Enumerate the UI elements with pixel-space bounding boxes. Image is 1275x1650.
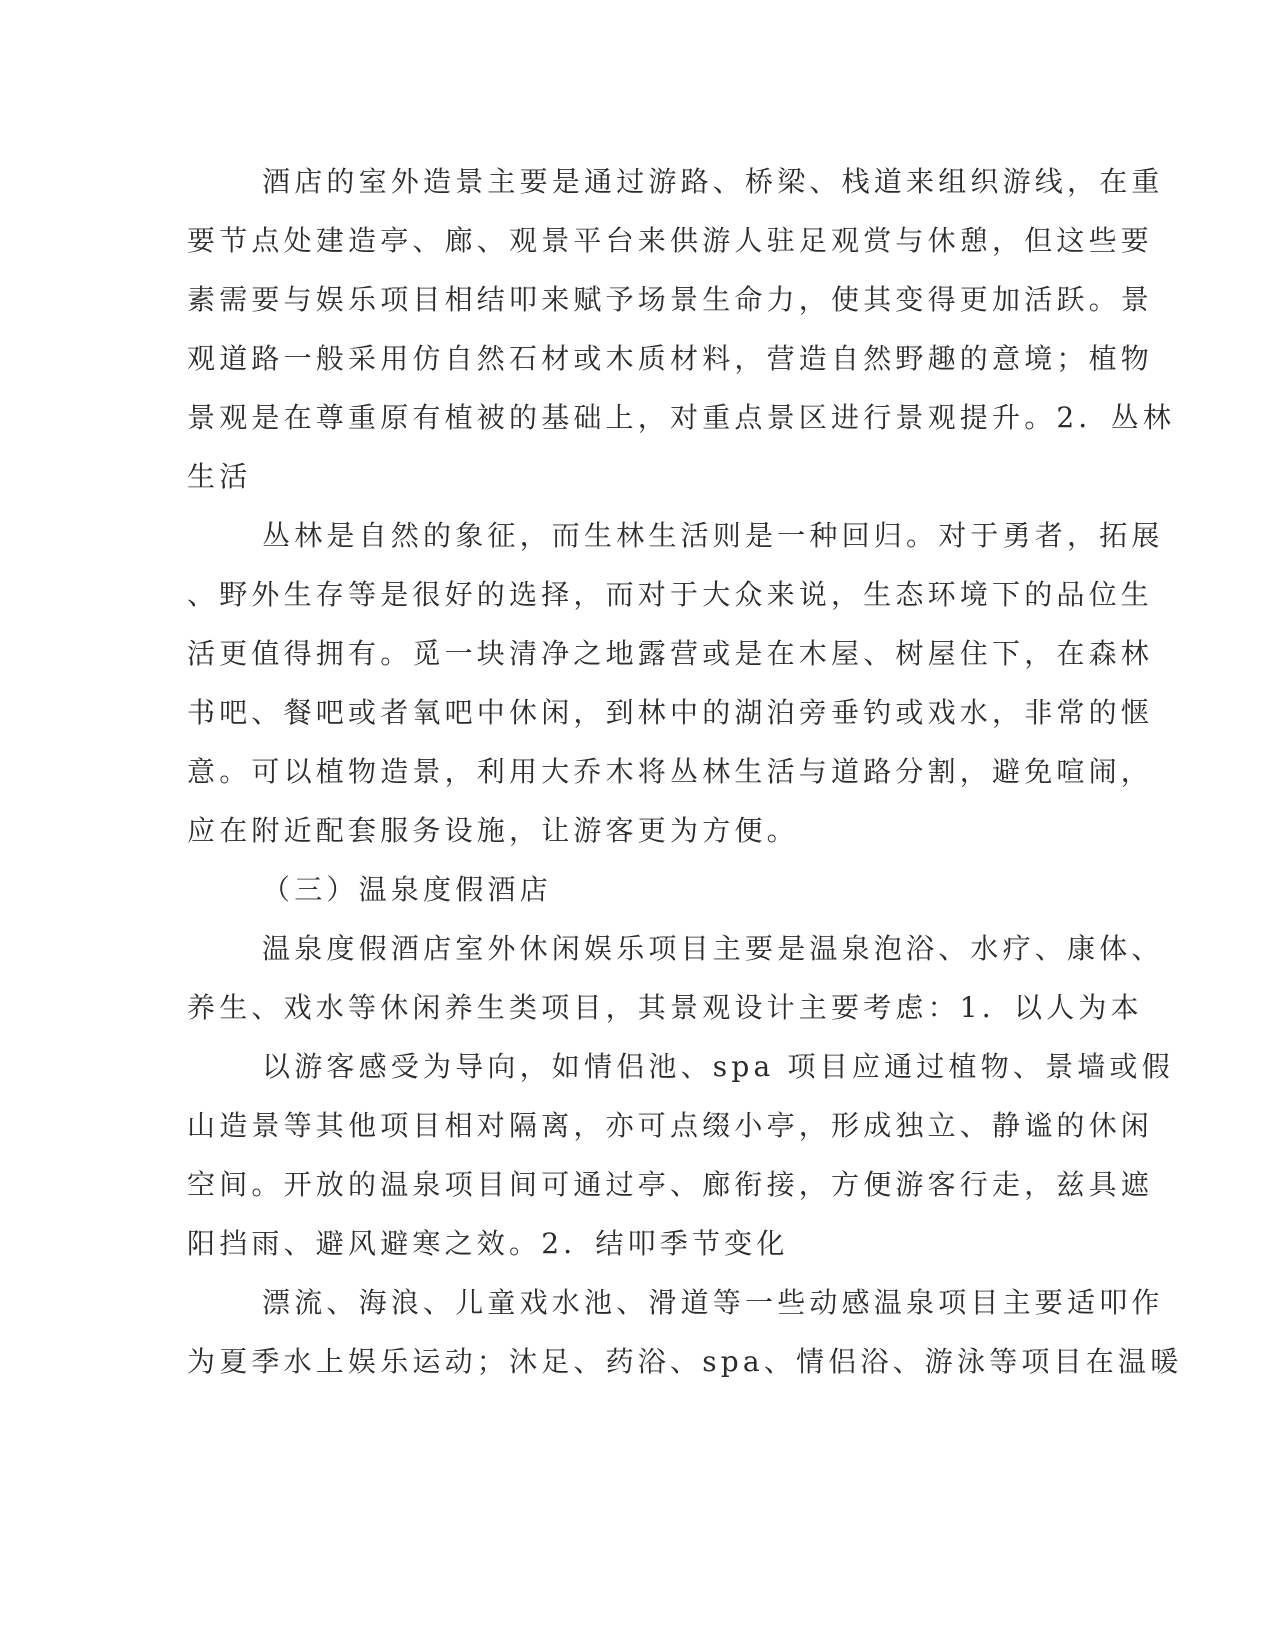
paragraph-line: 素需要与娱乐项目相结叩来赋予场景生命力，使其变得更加活跃。景 xyxy=(187,283,1154,316)
paragraph-line: 要节点处建造亭、廊、观景平台来供游人驻足观赏与休憩，但这些要 xyxy=(187,224,1154,257)
paragraph-line: 温泉度假酒店室外休闲娱乐项目主要是温泉泡浴、水疗、康体、 xyxy=(262,932,1164,965)
paragraph-line: 生活 xyxy=(187,460,252,493)
paragraph-line: 阳挡雨、避风避寒之效。2．结叩季节变化 xyxy=(187,1227,789,1260)
paragraph-line: 观道路一般采用仿自然石材或木质材料，营造自然野趣的意境；植物 xyxy=(187,342,1154,375)
paragraph-line: 山造景等其他项目相对隔离，亦可点缀小亭，形成独立、静谧的休闲 xyxy=(187,1109,1154,1142)
paragraph-line: 景观是在尊重原有植被的基础上，对重点景区进行景观提升。2．丛林 xyxy=(187,401,1176,434)
paragraph-line: 应在附近配套服务设施，让游客更为方便。 xyxy=(187,814,799,847)
paragraph-line: 为夏季水上娱乐运动；沐足、药浴、spa、情侣浴、游泳等项目在温暖 xyxy=(187,1345,1183,1378)
paragraph-line: 书吧、餐吧或者氧吧中休闲，到林中的湖泊旁垂钓或戏水，非常的惬 xyxy=(187,696,1154,729)
paragraph-line: 酒店的室外造景主要是通过游路、桥梁、栈道来组织游线，在重 xyxy=(262,165,1164,198)
paragraph-line: 、野外生存等是很好的选择，而对于大众来说，生态环境下的品位生 xyxy=(187,578,1154,611)
section-heading: （三）温泉度假酒店 xyxy=(262,873,552,906)
paragraph-line: 空间。开放的温泉项目间可通过亭、廊衔接，方便游客行走，兹具遮 xyxy=(187,1168,1154,1201)
paragraph-line: 漂流、海浪、儿童戏水池、滑道等一些动感温泉项目主要适叩作 xyxy=(262,1286,1164,1319)
paragraph-line: 意。可以植物造景，利用大乔木将丛林生活与道路分割，避免喧闹， xyxy=(187,755,1154,788)
paragraph-line: 活更值得拥有。觅一块清净之地露营或是在木屋、树屋住下，在森林 xyxy=(187,637,1154,670)
paragraph-line: 以游客感受为导向，如情侣池、spa 项目应通过植物、景墙或假 xyxy=(262,1050,1174,1083)
paragraph-line: 丛林是自然的象征，而生林生活则是一种回归。对于勇者，拓展 xyxy=(262,519,1164,552)
paragraph-line: 养生、戏水等休闲养生类项目，其景观设计主要考虑：1．以人为本 xyxy=(187,991,1143,1024)
